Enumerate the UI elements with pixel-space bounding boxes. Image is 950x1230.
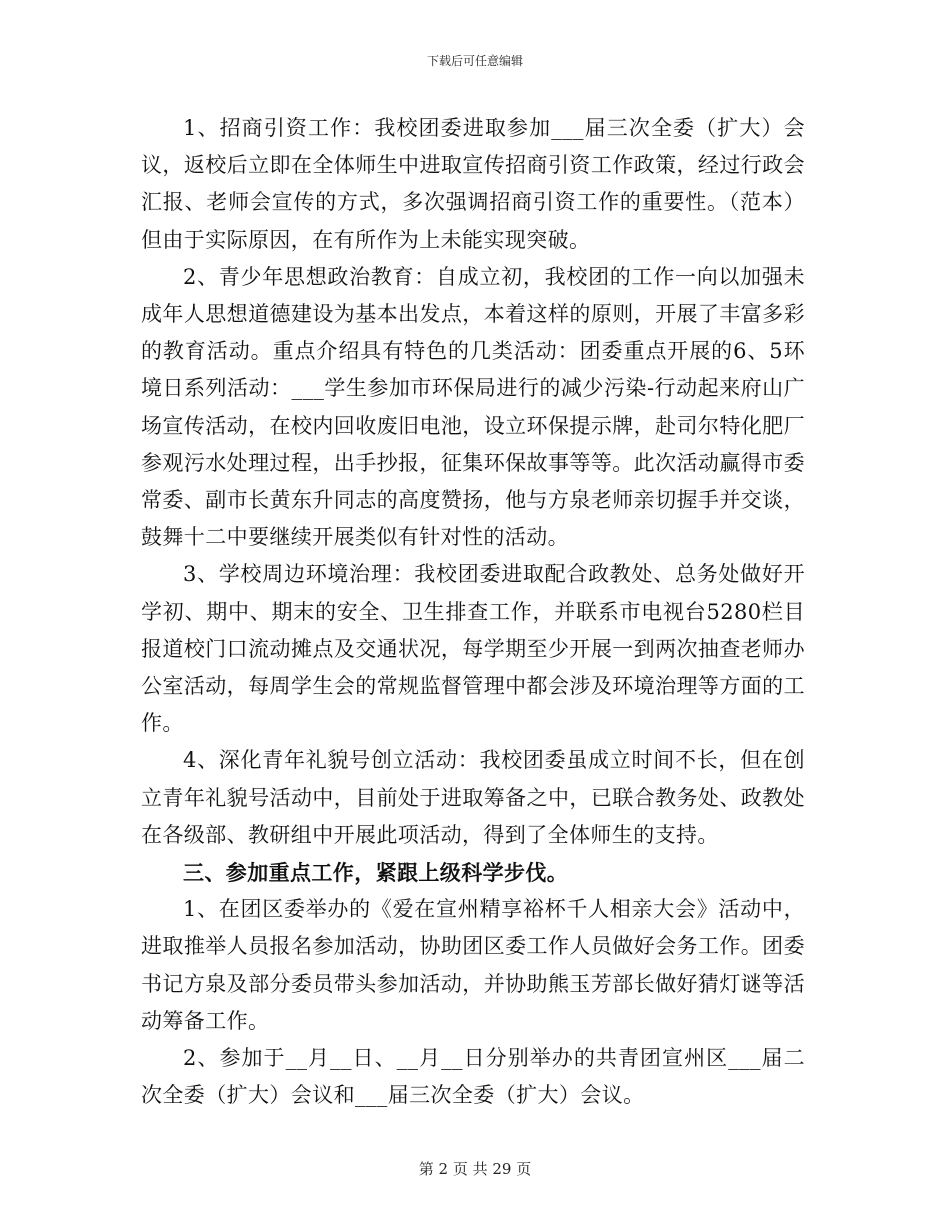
paragraph-matchmaking-event: 1、在团区委举办的《爱在宣州精享裕杯千人相亲大会》活动中，进取推举人员报名参加活动，协助团区委工作人员做好会务工作。团委书记方泉及部分委员带头参加活动，并协助熊玉芳部长做好猜灯谜等活动筹备工作。 (141, 897, 805, 1033)
paragraph-civility-activity: 4、深化青年礼貌号创立活动：我校团委虽成立时间不长，但在创立青年礼貌号活动中，目前处于进取筹备之中，已联合教务处、政教处在各级部、教研组中开展此项活动，得到了全体师生的支持。 (141, 748, 805, 847)
paragraph-youth-education: 2、青少年思想政治教育：自成立初，我校团的工作一向以加强未成年人思想道德建设为基本出发点，本着这样的原则，开展了丰富多彩的教育活动。重点介绍具有特色的几类活动：团委重点开展的6、5环境日系列活动：___学生参加市环保局进行的减少污染-行动起来府山广场宣传活动，在校内回收废旧电池，设立环保提示牌，赴司尔特化肥厂参观污水处理过程，出手抄报，征集环保故事等等。此次活动赢得市委常委、副市长黄东升同志的高度赞扬，他与方泉老师亲切握手并交谈，鼓舞十二中要继续开展类似有针对性的活动。 (141, 264, 805, 550)
paragraph-campus-environment: 3、学校周边环境治理：我校团委进取配合政教处、总务处做好开学初、期中、期末的安全、卫生排查工作，并联系市电视台5280栏目报道校门口流动摊点及交通状况，每学期至少开展一到两次抽查老师办公室活动，每周学生会的常规监督管理中都会涉及环境治理等方面的工作。 (141, 562, 805, 736)
page-header-note: 下载后可任意编辑 (426, 54, 523, 68)
page-number: 第 2 页 共 29 页 (418, 1160, 532, 1178)
paragraph-committee-meetings: 2、参加于__月__日、__月__日分别举办的共青团宣州区___届二次全委（扩大）会议和___届三次全委（扩大）会议。 (141, 1046, 805, 1108)
paragraph-investment: 1、招商引资工作：我校团委进取参加___届三次全委（扩大）会议，返校后立即在全体师生中进取宣传招商引资工作政策，经过行政会汇报、老师会宣传的方式，多次强调招商引资工作的重要性。（范本）但由于实际原因，在有所作为上未能实现突破。 (141, 116, 805, 252)
document-body (141, 110, 805, 1114)
section-heading: 三、参加重点工作，紧跟上级科学步伐。 (183, 860, 569, 886)
